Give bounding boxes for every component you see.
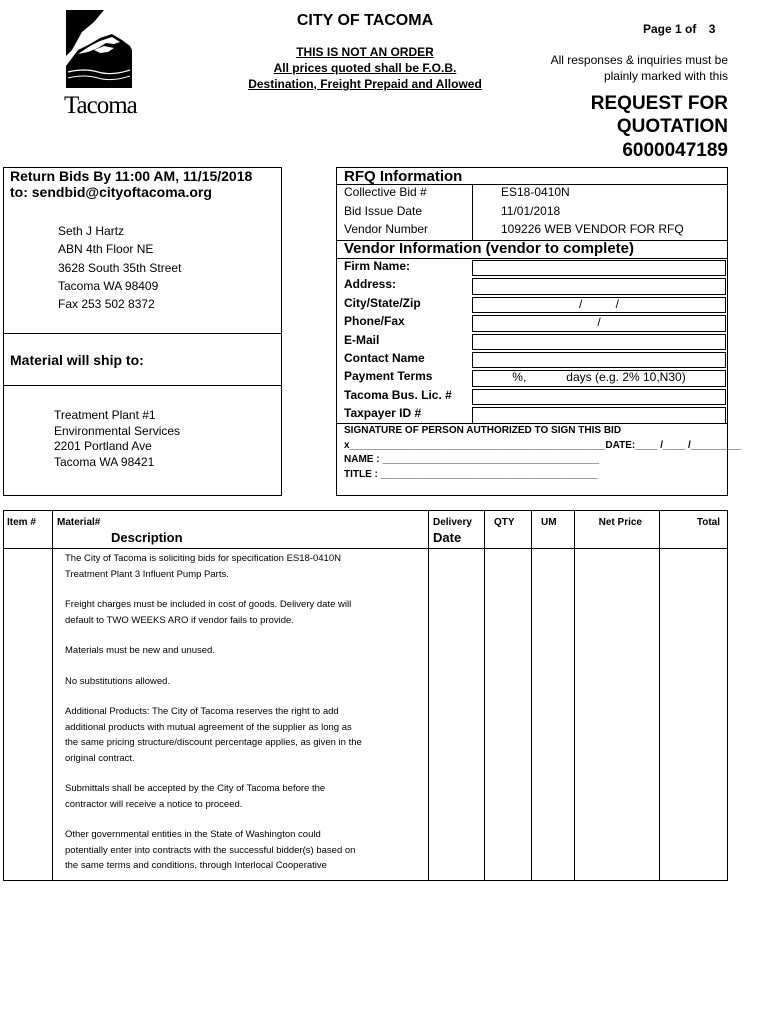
- rfq-value-vendor: 109226 WEB VENDOR FOR RFQ: [501, 222, 684, 236]
- description-line: original contract.: [65, 752, 135, 764]
- inquiries-line-2: plainly marked with this: [603, 69, 728, 83]
- description-paragraph: [65, 597, 425, 628]
- page-total: 3: [708, 22, 716, 36]
- description-paragraph: [65, 704, 425, 766]
- col-net-price: Net Price: [598, 517, 642, 528]
- logo-wordmark: Tacoma: [64, 92, 137, 119]
- city-logo: [64, 10, 137, 119]
- vendor-field-input[interactable]: [472, 389, 726, 405]
- address-line: ABN 4th Floor NE: [58, 242, 154, 257]
- vendor-field-value: / /: [578, 296, 619, 311]
- address-line: 2201 Portland Ave: [54, 439, 152, 453]
- vendor-field-label: City/State/Zip: [344, 295, 421, 310]
- description-line: Freight charges must be included in cost of goods. Delivery date will: [65, 599, 352, 610]
- rfq-label-vendor: Vendor Number: [344, 222, 429, 236]
- address-line: Tacoma WA 98421: [54, 454, 155, 469]
- city-title: CITY OF TACOMA: [296, 12, 434, 29]
- ship-to-address: [54, 408, 180, 470]
- fob-line-2: Destination, Freight Prepaid and Allowed: [248, 77, 482, 91]
- signer-name-line[interactable]: NAME : _______________________________________: [344, 454, 600, 465]
- rfq-value-bid: ES18-0410N: [501, 185, 570, 199]
- col-total: Total: [696, 517, 720, 528]
- rfq-value-issue-date: 11/01/2018: [501, 204, 561, 218]
- page-label: Page 1 of: [643, 22, 697, 36]
- vendor-field-value: %, days (e.g. 2% 10,N30): [512, 370, 686, 385]
- vendor-field-label: Firm Name:: [344, 259, 411, 273]
- description-line: the same terms and conditions, through Interlocal Cooperative: [65, 860, 327, 871]
- rfq-label-bid: Collective Bid #: [344, 185, 427, 199]
- vendor-field-label: Payment Terms: [344, 369, 433, 384]
- vendor-field-value: /: [597, 315, 601, 330]
- address-line: 3628 South 35th Street: [58, 260, 182, 275]
- address-line: Fax 253 502 8372: [58, 297, 155, 312]
- vendor-field-input[interactable]: [472, 260, 726, 276]
- rfq-number: 6000047189: [622, 140, 728, 161]
- vendor-field-input[interactable]: [472, 334, 726, 350]
- vendor-field-label: Tacoma Bus. Lic. #: [344, 387, 452, 402]
- vendor-info-title: Vendor Information (vendor to complete): [344, 240, 635, 257]
- return-address: [58, 222, 181, 313]
- item-description: [65, 551, 425, 889]
- rfq-info-title: RFQ Information: [344, 168, 463, 185]
- inquiries-line-1: All responses & inquiries must be: [550, 53, 728, 67]
- description-line: No substitutions allowed.: [65, 675, 171, 687]
- rfq-title-2: QUOTATION: [616, 116, 728, 137]
- description-line: Materials must be new and unused.: [65, 645, 215, 656]
- description-line: the same pricing structure/discount percentage applies, as given in the: [65, 737, 362, 748]
- address-line: Environmental Services: [54, 423, 181, 438]
- mountain-logo-icon: [64, 10, 136, 90]
- description-line: Treatment Plant 3 Influent Pump Parts.: [65, 568, 229, 580]
- address-line: Treatment Plant #1: [54, 408, 156, 422]
- return-bids-email: to: sendbid@cityoftacoma.org: [10, 184, 212, 200]
- return-bids-deadline: Return Bids By 11:00 AM, 11/15/2018: [10, 168, 253, 184]
- col-description: Description: [111, 530, 183, 545]
- rfq-title-1: REQUEST FOR: [590, 93, 728, 114]
- rfq-label-issue-date: Bid Issue Date: [344, 204, 423, 218]
- signer-title-line[interactable]: TITLE : _______________________________________: [344, 469, 598, 480]
- vendor-field-label: Contact Name: [344, 351, 425, 365]
- description-line: Submittals shall be accepted by the City of Tacoma before the: [65, 783, 326, 794]
- col-delivery: Delivery: [433, 517, 472, 528]
- description-line: Other governmental entities in the State of Washington could: [65, 829, 321, 840]
- fob-line-1: All prices quoted shall be F.O.B.: [273, 61, 457, 75]
- description-line: The City of Tacoma is soliciting bids for specification ES18-0410N: [65, 553, 341, 564]
- description-line: contractor will receive a notice to proceed.: [65, 798, 243, 810]
- vendor-field-input[interactable]: [472, 278, 726, 294]
- description-paragraph: [65, 551, 425, 582]
- address-line: Seth J Hartz: [58, 224, 125, 238]
- description-paragraph: [65, 643, 425, 659]
- description-paragraph: [65, 674, 425, 690]
- col-um: UM: [541, 517, 557, 528]
- signature-line[interactable]: x______________________________________________DATE:____ /____ /_________: [344, 440, 741, 451]
- not-order-notice: THIS IS NOT AN ORDER: [296, 45, 434, 59]
- vendor-field-label: E-Mail: [344, 332, 380, 347]
- description-line: default to TWO WEEKS ARO if vendor fails to provide.: [65, 614, 294, 626]
- col-qty: QTY: [494, 517, 515, 528]
- page-indicator: [643, 22, 715, 36]
- description-line: additional products with mutual agreement of the supplier as long as: [65, 721, 352, 733]
- signature-title: SIGNATURE OF PERSON AUTHORIZED TO SIGN THIS BID: [344, 425, 622, 436]
- vendor-field-input[interactable]: [472, 352, 726, 368]
- vendor-field-label: Taxpayer ID #: [344, 406, 422, 421]
- address-line: Tacoma WA 98409: [58, 278, 159, 293]
- description-line: Additional Products: The City of Tacoma reserves the right to add: [65, 706, 339, 717]
- col-date: Date: [433, 530, 462, 545]
- vendor-field-label: Phone/Fax: [344, 314, 405, 329]
- description-line: potentially enter into contracts with the successful bidder(s) based on: [65, 844, 356, 856]
- ship-to-title: Material will ship to:: [10, 352, 144, 368]
- vendor-field-input[interactable]: [472, 407, 726, 423]
- col-material: Material#: [57, 517, 101, 528]
- description-paragraph: [65, 827, 425, 874]
- col-item: Item #: [7, 517, 36, 528]
- vendor-field-label: Address:: [344, 277, 397, 292]
- description-paragraph: [65, 781, 425, 812]
